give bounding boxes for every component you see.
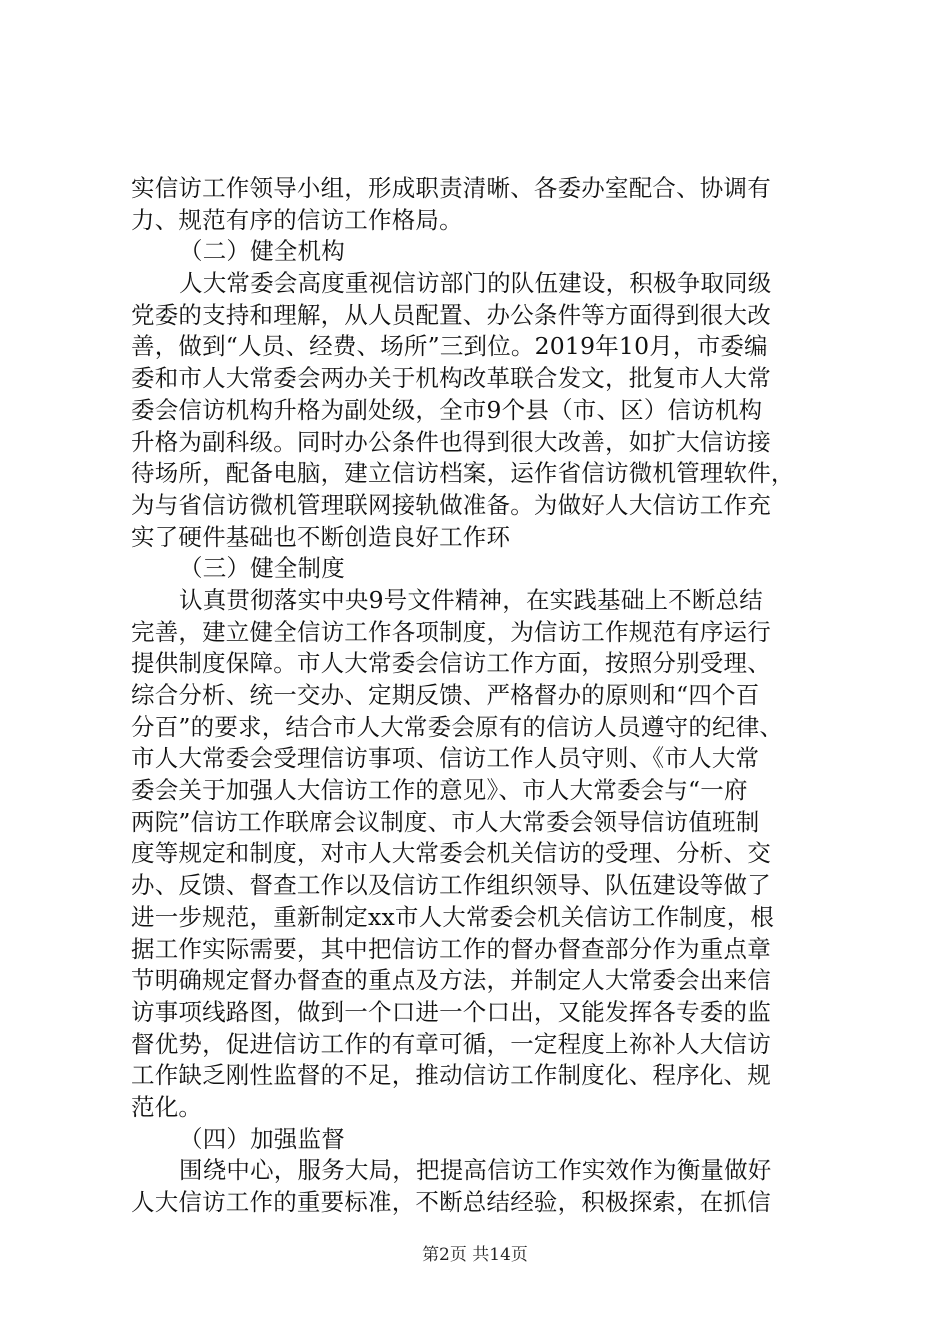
paragraph-line: 党委的支持和理解，从人员配置、办公条件等方面得到很大改 [131, 300, 771, 329]
paragraph-line: 办、反馈、督查工作以及信访工作组织领导、队伍建设等做了 [131, 871, 771, 900]
paragraph-line: 提供制度保障。市人大常委会信访工作方面，按照分别受理、 [131, 649, 771, 678]
paragraph-line: 访事项线路图，做到一个口进一个口出，又能发挥各专委的监 [131, 997, 771, 1026]
document-body [131, 173, 831, 1219]
paragraph-line: 度等规定和制度，对市人大常委会机关信访的受理、分析、交 [131, 839, 771, 868]
paragraph-line: 委和市人大常委会两办关于机构改革联合发文，批复市人大常 [131, 364, 771, 393]
paragraph-line: 围绕中心，服务大局，把提高信访工作实效作为衡量做好 [179, 1156, 772, 1185]
section-heading: （三）健全制度 [179, 554, 345, 583]
paragraph-line: 完善，建立健全信访工作各项制度，为信访工作规范有序运行 [131, 617, 771, 646]
paragraph-line: 督优势，促进信访工作的有章可循，一定程度上祢补人大信访 [131, 1029, 771, 1058]
paragraph-line: 实了硬件基础也不断创造良好工作环 [131, 522, 511, 551]
paragraph-line: 进一步规范，重新制定xx市人大常委会机关信访工作制度，根 [131, 902, 775, 931]
paragraph-line: 委会关于加强人大信访工作的意见》、市人大常委会与“一府 [131, 776, 748, 805]
paragraph-line: 工作缺乏刚性监督的不足，推动信访工作制度化、程序化、规 [131, 1061, 771, 1090]
paragraph-line: 分百”的要求，结合市人大常委会原有的信访人员遵守的纪律、 [131, 712, 784, 741]
paragraph-line: 为与省信访微机管理联网接轨做准备。为做好人大信访工作充 [131, 490, 771, 519]
paragraph-line: 范化。 [131, 1092, 203, 1121]
section-heading: （二）健全机构 [179, 237, 345, 266]
paragraph-line: 待场所，配备电脑，建立信访档案，运作省信访微机管理软件， [131, 459, 795, 488]
paragraph-line: 认真贯彻落实中央9号文件精神，在实践基础上不断总结 [179, 585, 763, 614]
paragraph-line: 据工作实际需要，其中把信访工作的督办督查部分作为重点章 [131, 934, 771, 963]
paragraph-line: 人大信访工作的重要标准，不断总结经验，积极探索，在抓信 [131, 1188, 771, 1216]
paragraph-line: 综合分析、统一交办、定期反馈、严格督办的原则和“四个百 [131, 681, 760, 709]
paragraph-line: 两院”信访工作联席会议制度、市人大常委会领导信访值班制 [131, 807, 760, 836]
paragraph-line: 委会信访机构升格为副处级，全市9个县（市、区）信访机构 [131, 395, 763, 424]
page-number-footer: 第2页 共14页 [422, 1245, 528, 1265]
section-heading: （四）加强监督 [179, 1124, 345, 1153]
paragraph-line: 善，做到“人员、经费、场所”三到位。2019年10月，市委编 [131, 332, 768, 361]
paragraph-line: 市人大常委会受理信访事项、信访工作人员守则、《市人大常 [131, 744, 760, 773]
paragraph-line: 升格为副科级。同时办公条件也得到很大改善，如扩大信访接 [131, 427, 771, 456]
paragraph-line: 人大常委会高度重视信访部门的队伍建设，积极争取同级 [179, 269, 772, 298]
paragraph-line: 节明确规定督办督查的重点及方法，并制定人大常委会出来信 [131, 966, 771, 995]
paragraph-line: 实信访工作领导小组，形成职责清晰、各委办室配合、协调有 [131, 174, 771, 202]
paragraph-line: 力、规范有序的信访工作格局。 [131, 205, 463, 234]
